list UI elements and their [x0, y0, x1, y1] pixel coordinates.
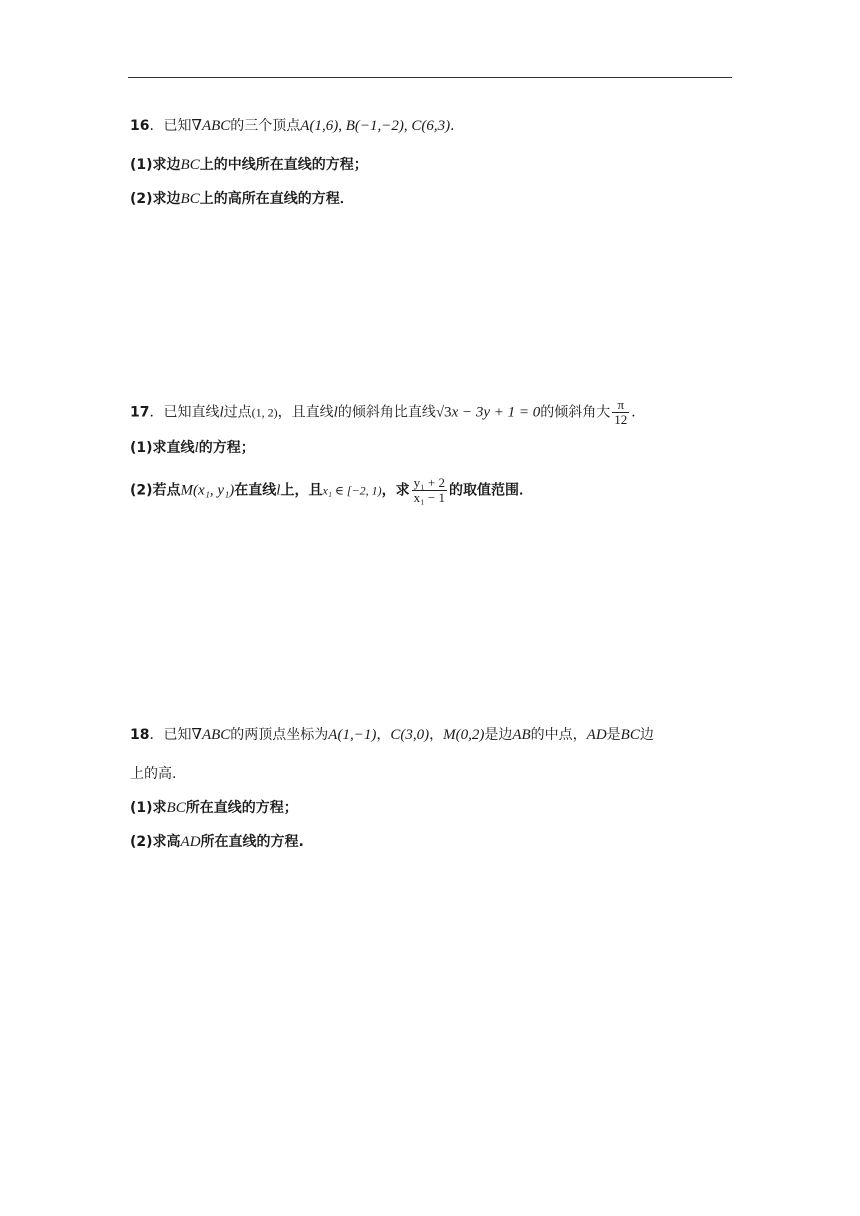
q16-part2-bc: BC	[180, 191, 200, 207]
q17-range: x₁ ∈ [−2, 1)	[322, 483, 382, 498]
q18-triangle: ∇ABC	[191, 727, 231, 743]
q18-mid2: 的中点，	[530, 727, 587, 743]
q17-eq: x − 3y + 1 = 0	[451, 404, 541, 421]
q17-on-line: 在直线	[234, 482, 277, 499]
q18-stem-line2	[130, 764, 176, 784]
q17-and: 上，且	[280, 482, 323, 499]
q18-part2-ad: AD	[180, 834, 201, 850]
q18-text1: 的两顶点坐标为	[230, 727, 329, 743]
q18-AB: AB	[512, 727, 531, 743]
q17-frac2-top: y₁ + 2	[413, 475, 445, 490]
q16-part2-rest: 上的高所在直线的方程．	[199, 191, 354, 207]
q17-number: 17	[130, 404, 150, 421]
q17-frac-bot: 12	[614, 412, 628, 427]
q18-part2-rest: 所在直线的方程.	[200, 834, 304, 850]
q17-comma: ，且直线	[277, 404, 334, 421]
q17-sqrt3: √3	[435, 404, 452, 421]
q16-triangle: ∇ABC	[191, 118, 231, 134]
q18-M: M(0,2)	[443, 727, 485, 743]
q18-BC: BC	[620, 727, 640, 743]
q18-c1: ，	[376, 727, 391, 743]
q17-pi-fraction	[612, 398, 629, 427]
q18-part2	[130, 832, 304, 852]
q17-part2	[130, 476, 533, 505]
q16-intro: ．已知	[149, 118, 192, 134]
q18-AD: AD	[586, 727, 607, 743]
q16-stem	[130, 116, 464, 136]
q17-incline: 的倾斜角比直线	[337, 404, 436, 421]
q18-mid: 是边	[484, 727, 513, 743]
q16-number: 16	[130, 118, 150, 134]
q17-part1-rest: 的方程；	[198, 440, 255, 456]
q17-intro: ．已知直线	[149, 404, 220, 421]
q18-C: C(3,0)	[390, 727, 430, 743]
q18-c2: ，	[429, 727, 444, 743]
q17-stem	[130, 398, 645, 427]
q16-part1-rest: 上的中线所在直线的方程；	[199, 157, 368, 173]
q17-part1-l: l	[194, 440, 199, 456]
q18-part2-label: (2)求高	[130, 834, 181, 850]
q18-part1-bc: BC	[166, 800, 186, 816]
q17-incline2: 的倾斜角大	[540, 404, 611, 421]
q16-end: ．	[450, 118, 465, 134]
q16-vertices-text: 的三个顶点	[230, 118, 301, 134]
q16-part1-bc: BC	[180, 157, 200, 173]
q18-A: A(1,−1)	[328, 727, 377, 743]
q17-ratio-fraction	[412, 476, 447, 505]
q17-frac-top: π	[612, 398, 629, 413]
q16-part1-label: (1)求边	[130, 157, 181, 173]
q16-part2-label: (2)求边	[130, 191, 181, 207]
q17-M-coord: (x₁, y₁)	[193, 482, 235, 499]
q17-pass: 过点	[223, 404, 252, 421]
q17-l: l	[219, 404, 224, 421]
q18-edge: 边	[639, 727, 654, 743]
q17-part2-rest: 的取值范围．	[449, 482, 533, 499]
q17-M: M	[180, 482, 194, 499]
q18-stem	[130, 725, 654, 745]
q17-part1-label: (1)求直线	[130, 440, 195, 456]
q17-frac2-bot: x₁ − 1	[413, 490, 445, 505]
q18-line2: 上的高.	[130, 766, 177, 782]
q18-part1	[130, 798, 298, 818]
q18-is: 是	[606, 727, 621, 743]
q18-part1-label: (1)求	[130, 800, 167, 816]
header-rule	[128, 77, 732, 78]
q17-part2-label: (2)若点	[130, 482, 181, 499]
q16-part2	[130, 189, 354, 209]
q17-l2: l	[333, 404, 338, 421]
q17-find: ，求	[381, 482, 410, 499]
q18-number: 18	[130, 727, 150, 743]
q17-l3: l	[276, 482, 281, 499]
q16-part1	[130, 155, 368, 175]
q17-end: ．	[631, 404, 646, 421]
q16-vertices: A(1,6), B(−1,−2), C(6,3)	[300, 118, 451, 134]
q17-point: (1, 2)	[251, 405, 278, 420]
q18-part1-rest: 所在直线的方程；	[185, 800, 298, 816]
q18-intro: ．已知	[149, 727, 192, 743]
q17-part1	[130, 438, 255, 458]
